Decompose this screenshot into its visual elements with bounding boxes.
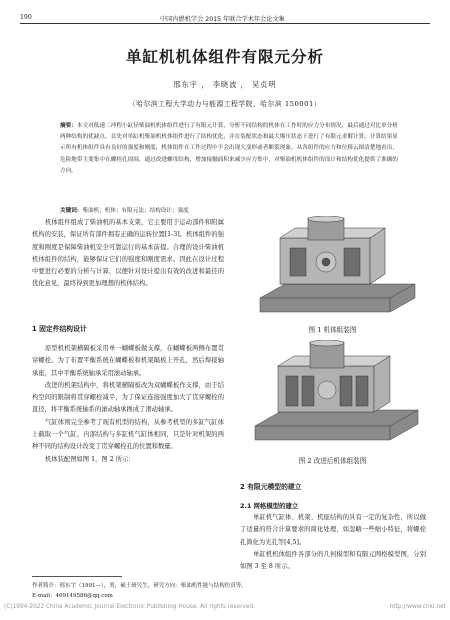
section-1-heading: 1 固定件结构设计 <box>32 325 87 333</box>
section-1-paragraph-4: 机体装配图如图 1，图 2 所示： <box>45 455 135 463</box>
journal-name: 中国内燃机学会 2015 年联合学术年会论文集 <box>160 16 285 23</box>
paper-title: 单缸机机体组件有限元分析 <box>125 48 324 66</box>
section-1-body <box>32 343 224 466</box>
cnki-url: http://www.cnki.net <box>389 604 446 610</box>
section-2-1-heading: 2.1 网格模型的建立 <box>240 502 299 510</box>
figure-2-improved-assembly-image <box>240 340 425 448</box>
improved-base <box>255 410 418 440</box>
improved-cylinder <box>310 340 344 368</box>
section-2-1-paragraph-2: 单缸机机体组件各部分的几何模型和有限元网格模型图，分别如图 3 至 8 所示。 <box>240 550 426 571</box>
copyright-watermark <box>4 604 446 610</box>
abstract <box>60 121 398 177</box>
footnote-author-bio: 作者简介：邢东宇（1991—），男，硕士研究生，研究方向：柴油机性能与结构仿真等。 <box>32 583 247 589</box>
author-footnote <box>32 582 332 601</box>
section-2-1-paragraph-1: 单缸机气缸体、机架、机座结构的具有一定的复杂性，所以做了适量的符合计算要求的简化处理，如忽略一些细小特征，将螺栓孔简化为光孔等[4,5]。 <box>240 514 426 546</box>
header-rule <box>20 23 430 24</box>
keywords-text: 柴油机；机体；有限元法；结构设计；强度 <box>82 208 189 214</box>
figure-2-caption: 图 2 改进后机体组装图 <box>298 457 367 465</box>
section-1-paragraph-2: 改进的机架结构中，将机架横隔板改为双蝴蝶板作支撑，由于结构空间的限制将贯穿螺栓减半，为了保证连接强度加大了贯穿螺栓的直径，将平衡系统轴系的滚动轴承换成了滑动轴承。 <box>32 381 224 414</box>
section-1-paragraph-1: 原型机机架横隔板采用单一蝴蝶板做支撑，在蝴蝶板两侧布置贯穿螺栓。为了布置平衡系统在蝴蝶板和机架隔板上开孔，然后焊接轴承座，其中平衡系统轴承采用滚动轴承。 <box>32 345 224 377</box>
affiliation: （哈尔滨工程大学动力与能源工程学院，哈尔滨 150001） <box>128 100 322 108</box>
abstract-text: 本文对低速二冲程小缸径柴油机机体组件进行了有限元计算，分析不同结构的机体在工作时的应力分布情况，最后通过对比单分析两种结构的优缺点。首先对单缸机柴油机机体组件进行了结构优化，并在装配状态和最大爆压状态下进行了有限元求解计算。计算结果显示所有机体组件具有良好的强度和刚度，机体组件在工作过程中不会出现大变形或者断裂现象。从各组件的应力和位移云图清楚地看出，危险地带主要集中在螺栓孔周围，通过改进螺母结构，增加接触面积来减少应力集中，对柴油机机体组件的设计和结构优化提供了准确的方向。 <box>60 123 398 174</box>
section-2-1-body <box>240 512 426 573</box>
section-2-heading: 2 有限元模型的建立 <box>240 483 302 491</box>
footnote-rule <box>32 576 122 577</box>
section-1-paragraph-3: 气缸体则完全参考了现有机型的结构，从参考机型的多缸气缸体上截取一个气缸，内部结构与多缸机气缸体相同，只是针对机架的两种不同的结构设计改变了贯穿螺栓孔的位置和数量。 <box>32 418 224 451</box>
figure-1-caption: 图 1 机体组装图 <box>308 326 357 334</box>
figure-1-engine-assembly-image <box>240 216 425 319</box>
assembly-base <box>260 284 415 312</box>
keywords-label: 关键词： <box>60 208 83 214</box>
copyright-text: (C)1994-2022 China Academic Journal Electronic Publishing House. All rights reserved. <box>4 604 256 610</box>
page-number: 190 <box>20 14 32 21</box>
abstract-label: 摘要： <box>60 123 77 129</box>
assembly-cylinder <box>308 216 344 240</box>
intro-paragraph: 机体组件组成了柴油机的基本支架，它主要用于运动部件和附属机构的安装，保证所有部件拥有正确的运转位置[1-3]。机体组件的强度和刚度是保障柴油机安全可靠运行的基本前提。合理的设计柴油机机体组件的结构，能够保证它们的强度和刚度需求。因此在设计过程中要进行必要的分析与计算，以便针对设计提出有效的改进和最佳的优化意见，最终得到更加理想的机体结构。 <box>32 219 224 288</box>
footnote-email: E-mail：469149586@qq.com <box>32 592 113 599</box>
author-list: 邢东宇 ， 李晓波 ， 吴贞明 <box>173 80 277 89</box>
assembly-details <box>290 248 360 276</box>
